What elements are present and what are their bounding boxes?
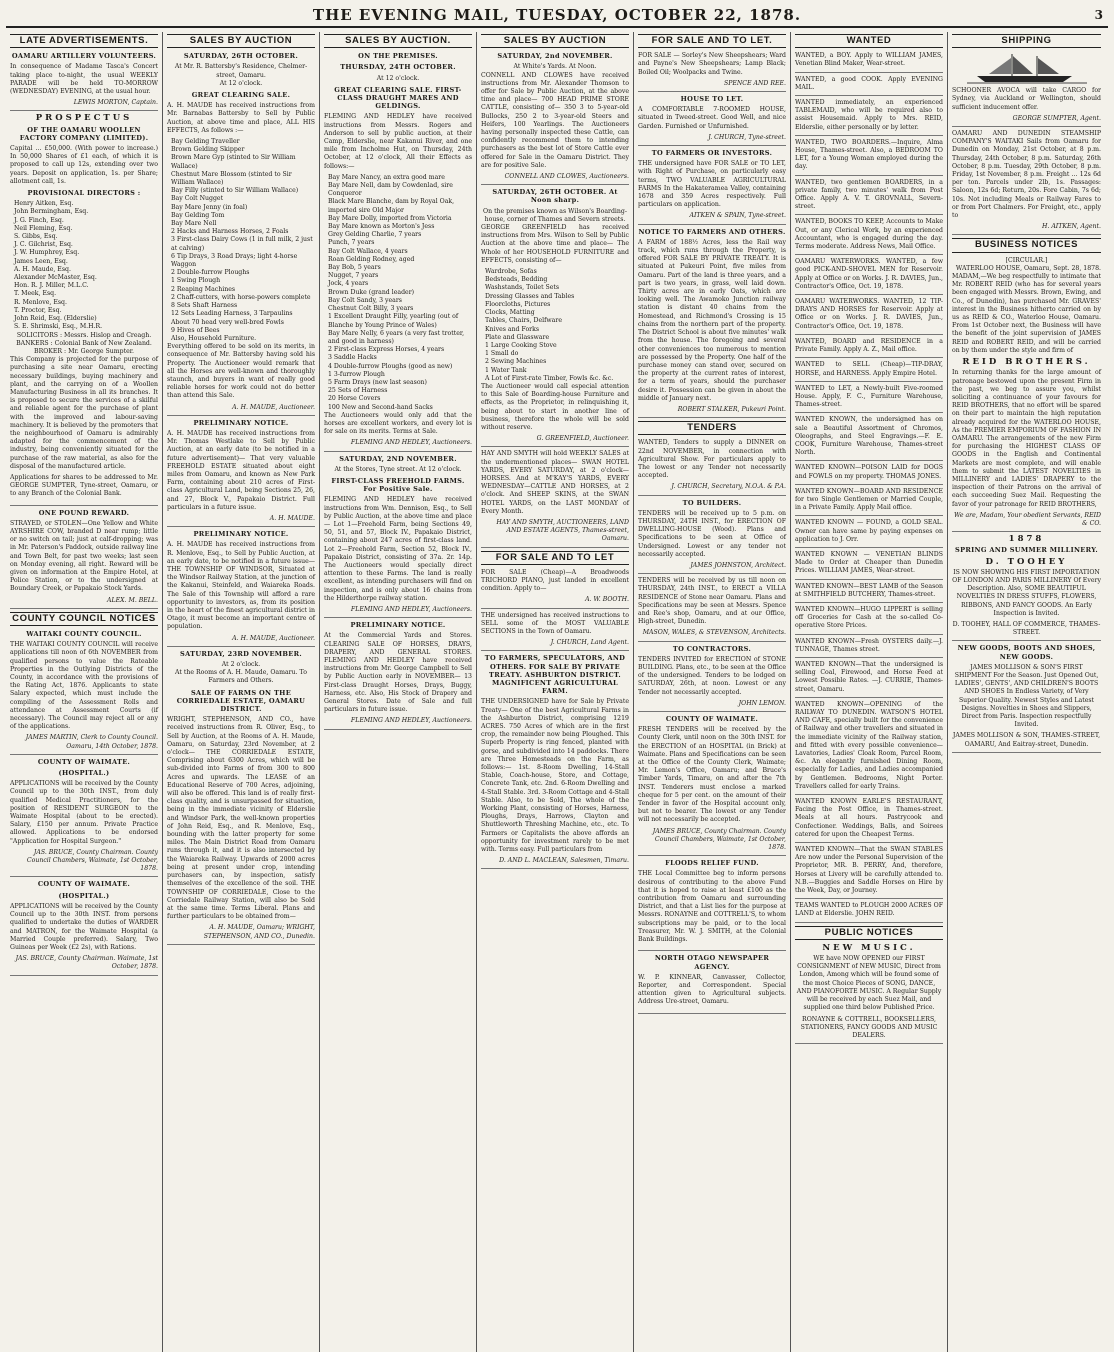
wanted-ad: OAMARU WATERWORKS. WANTED, a few good PICK-AND-SHOVEL MEN for Reservoir. Apply at Office or on Works. J. R. DAVIES, Jun., Contractor's Office, Oct. 19, 1878. xyxy=(795,258,943,295)
section-heading: FOR SALE AND TO LET. xyxy=(638,34,786,48)
ad-new-music xyxy=(795,944,943,1044)
ad-text: FLEMING AND HEDLEY have received instructions from Wm. Dennison, Esq., to Sell by Public Auction, at the above time and place— Lot 1—Freehold Farm, being Sections 49, 50, 51, and 57, Block IV., Papakaio District, containing about 247 acres of first-class land. Lot 2—Freehold Farm, Section 52, Block IV., Papakaio District, consisting of 37a. 2r. 14p. The Auctioneers would specially direct attention to these Farms. The land is really excellent, as intending purchasers will find on inspection, and is only about 16 chains from the Hilderthorpe railway station. xyxy=(324,496,472,602)
ad-signature: A. H. MAUDE. xyxy=(269,514,315,522)
ad-signature: MASON, WALES, & STEVENSON, Architects. xyxy=(642,629,786,637)
ad-body: This Company is projected for the purpose of purchasing a site near Oamaru, erecting necessary buildings, buying machinery and plant, and the carrying on of a Woollen Manufacturing Business in all its branches. It is proposed to secure the services of a skilful and reliable agent for the purchase of plant with the improved and labour-saving machinery. It is believed by the promoters that the neighbourhood of Oamaru is admirably adapted for the commencement of the industry, being conveniently situated for the purchase of the raw material, as also for the disposal of the manufactured article. xyxy=(10,356,158,470)
lot-item: Bay Gelding Traveller xyxy=(171,138,240,146)
masthead-title: THE EVENING MAIL, TUESDAY, OCTOBER 22, 1878. xyxy=(312,6,802,24)
lot-item: 25 Sets of Harness xyxy=(328,387,388,395)
wanted-ad: WANTED KNOWN — FOUND, a GOLD SEAL. Owner can have same by paying expenses on application to J. Orr. xyxy=(795,519,943,548)
lot-item: 1 3-furrow Plough xyxy=(328,370,385,378)
ad-text: FRESH TENDERS will be received by the County Clerk, until noon on the 30th INST. for the ERECTION of an HOSPITAL (in Brick) at Waimate. Plans and Specifications can be seen at the Office of the County Clerk, Waimate; Mr. Lemon's Office, Oamaru; and Bruce's Timber Yards, Timaru, on and after the 7th INST. Tenderers must enclose a marked cheque for 5 per cent. on the amount of their Tender in favor of the Hospital account only, but not to bearer. The lowest or any Tender will not necessarily be accepted. xyxy=(638,726,786,824)
ad-title: COUNTY OF WAIMATE. xyxy=(37,757,131,766)
lot-item: Plate and Glassware xyxy=(485,333,550,341)
ad-capital: Capital ... £50,000. (With power to increase.) In 50,000 Shares of £1 each, of which it is proposed to call up 12s, extending over two years. Deposit on application, 1s. per Share; allotment call, 1s. xyxy=(10,145,158,185)
wanted-ad: WANTED KNOWN EARLE'S RESTAURANT, Facing the Post Office, in Thames-street. Meals at all hours. Pastrycook and Confectioner. Weddings, Balls, and Soirees catered for upon the Cheapest Terms. xyxy=(795,798,943,843)
lot-item: Chestnut Colt Billy, 3 years xyxy=(328,305,414,313)
ad-text: TENDERS INVITED for ERECTION of STONE BUILDING. Plans, etc., to be seen at the Office of the undersigned. Tenders to be lodged on SATURDAY, 26th, at noon. Lowest or any Tender not necessarily accepted. xyxy=(638,655,786,696)
lot-item: Bay Filly (stinted to Sir William Wallace) xyxy=(171,187,299,195)
ad-text: W. P. KINNEAR, Canvasser, Collector, Reporter, and Correspondent. Special attention given to Agricultural subjects. Address Ure-street, Oamaru. xyxy=(638,973,786,1006)
ad-text: A FARM of 188½ Acres, less the Rail way track, which runs through the Property, is offered FOR SALE BY PRIVATE TREATY. It is situated at Pukeuri Point, five miles from Oamaru. Part of the land is three years, and a part is two years, in grass, well laid down. Thirty acres are in early Oats, which are looking well. The Awamoko Junction railway station is distant 40 chains from the Homestead, and Richmond's Crossing is 15 chains from the northern part of the property. The District School is about five minutes' walk from the house. The foregoing and several other conveniences too numerous to mention are possessed by the Property. One half of the purchase money can stand over, secured on the property at the current rates of interest, for a term of years, should the purchaser desire it. Possession can be given in about the middle of January next. xyxy=(638,238,786,402)
ad-waimate-surgeon xyxy=(10,758,158,878)
wanted-ad: WANTED KNOWN—Fresh OYSTERS daily.—J. TUNNAGE, Thames street. xyxy=(795,638,943,658)
ad-signature: A. H. MAUDE, Oamaru; WRIGHT, STEPHENSON, AND CO., Dunedin. xyxy=(203,924,315,940)
ad-dinner-tender xyxy=(638,439,786,495)
ad-time: At 12 o'clock. xyxy=(219,79,263,87)
column-sales-by-auction-2 xyxy=(320,32,477,1352)
wanted-ad: WANTED, TWO BOARDERS.—Inquire, Alma House, Thames-street. Also, a BEDROOM TO LET, for a Young Woman employed during the day. xyxy=(795,139,943,176)
section-heading: SALES BY AUCTION xyxy=(481,34,629,48)
lot-item: 2 Chaff-cutters, with horse-powers complete xyxy=(171,293,311,301)
lot-item: Clocks, Matting xyxy=(485,309,535,317)
wanted-ad: WANTED, BOOKS TO KEEP, Accounts to Make Out, or any Clerical Work, by an experienced Accountant, who is engaged during the day. Terms moderate. Address News, Mail Office. xyxy=(795,218,943,255)
lot-list xyxy=(167,138,315,343)
lot-item: Floorcloths, Pictures xyxy=(485,300,551,308)
ad-title: FIRST-CLASS FREEHOLD FARMS. For Positive Sale. xyxy=(331,476,465,494)
lot-item: 1 Swing Plough xyxy=(171,277,221,285)
solicitors: SOLICITORS : Messrs. Hislop and Creagh. xyxy=(16,331,152,339)
ad-title: SALE OF FARMS ON THE CORRIEDALE ESTATE, OAMARU DISTRICT. xyxy=(176,688,306,714)
ad-text: In consequence of Madame Tasca's Concert taking place to-night, the usual WEEKLY PARADE will be held TO-MORROW (WEDNESDAY) EVENING, at the usual hour. xyxy=(10,63,158,96)
ad-signature: H. AITKEN, Agent. xyxy=(1042,223,1101,231)
ad-farms-investors xyxy=(638,149,786,225)
ad-reward xyxy=(10,509,158,609)
ad-signature: J. CHURCH, Secretary, N.O.A. & P.A. xyxy=(671,483,786,491)
ad-signature: D. TOOHEY, HALL OF COMMERCE, THAMES-STREET. xyxy=(952,620,1101,637)
ad-battersby-sale xyxy=(167,52,315,416)
ad-text: OAMARU AND DUNEDIN STEAMSHIP COMPANY'S WAITAKI Sails from Oamaru for Dunedin on Monday, 21st October, at 8 p.m. Thursday, 24th October, 8 p.m. Saturday, 26th October, 8 p.m. Tuesday, 29th October, 8 p.m. Friday, 1st November, 8 p.m. Freight ... 12s 6d per ton. Parcels under 2lb, 1s. Passages: Saloon, 12s 6d; Return, 20s. Fore Cabin, 7s 6d; 10s. Not including Meals or Railway Fares to or from Port Chalmers. For Freight, etc., apply to xyxy=(952,130,1101,220)
ad-signature: JAMES JOHNSTON, Architect. xyxy=(690,561,786,569)
ad-text: STRAYED, or STOLEN—One Yellow and White AYRSHIRE COW, branded D near rump; little or no switch on tail; just at calf-dropping; was in Mr. Paterson's Paddock, outside railway line and Town Belt, for past two weeks; last seen on Monday evening, all right. Reward will be given on information at the Empire Hotel, at Police Station, or to the undersigned at Boundary Creek, or Papakaio Stock Yards. xyxy=(10,519,158,593)
ad-name: D. TOOHEY xyxy=(985,556,1068,567)
lot-item: 3 First-class Dairy Cows (1 in full milk, 2 just at calving) xyxy=(171,236,313,252)
ad-title: PRELIMINARY NOTICE. xyxy=(350,621,446,630)
section-heading: LATE ADVERTISEMENTS. xyxy=(10,34,158,48)
lot-item: 2 Reaping Machines xyxy=(171,285,236,293)
lot-item: Bay Colt Nugget xyxy=(171,195,224,203)
wanted-ad: WANTED KNOWN — VENETIAN BLINDS Made to Order at Cheaper than Dunedin Prices. WILLIAM JAMES, Wear-street. xyxy=(795,551,943,580)
ad-text: JAMES MOLLISON & SON'S FIRST SHIPMENT For the Season. Just Opened Out, LADIES', GENTS', AND CHILDREN'S BOOTS AND SHOES In Endless Variety, of Very Superior Quality. Newest Styles and Latest Designs. Novelties in Shoes and Slippers, Direct from Paris. Inspection respectfully Invited. xyxy=(954,663,1099,729)
lot-item: 2 First-class Express Horses, 4 years xyxy=(328,346,445,354)
ad-text: WE have NOW OPENED our FIRST CONSIGNMENT of NEW MUSIC, Direct from London, Among which will be found some of the most Choice Pieces of SONG, DANCE, AND PIANOFORTE MUSIC. A Regular Supply will be received by each Suez Mail, and supplied one third below Published Price. xyxy=(796,955,942,1012)
ad-house-to-let xyxy=(638,95,786,146)
lot-item: 8 Sets Shaft Harness xyxy=(171,302,238,310)
ad-text: WRIGHT, STEPHENSON, AND CO., have received instructions from R. Oliver, Esq., to Sell by Auction, at the Rooms of A. H. Maude, Oamaru, on Saturday, 23rd November, at 2 o'clock— THE CORRIEDALE ESTATE, Comprising about 6300 Acres, which will be sub-divided into Farms of from 300 to 800 Acres and upwards. The LEASE of an Educational Reserve of 700 Acres, adjoining, will also be offered. This land is of really first-class quality, and is unsurpassed for situation, being in the immediate vicinity of Elderslie and Windsor Park, the well-known properties of John Reid, Esq., and R. Menlove, Esq., bounding with the latter property for some miles. The Main District Road from Oamaru runs through it, and it is also intersected by the Waiareka Railway. Upwards of 2000 acres being at present under crop, intending purchasers can, by inspection, satisfy themselves of the excellence of the soil. THE TOWNSHIP OF CORRIEDALE, Close to the Corriedale Railway Station, will also be Sold at the same time. Terms Liberal. Plans and further particulars to be obtained from— xyxy=(167,716,315,921)
lot-item: 100 New and Second-hand Sacks xyxy=(328,403,433,411)
ad-signature: J. CHURCH, Tyne-street. xyxy=(708,133,786,141)
column-sales-by-auction-3 xyxy=(477,32,634,1352)
broker: BROKER : Mr. George Sumpter. xyxy=(34,347,134,355)
director: A. H. Maude, Esq. xyxy=(14,265,71,273)
ad-newspaper-agency xyxy=(638,954,786,1013)
bankers: BANKERS : Colonial Bank of New Zealand. xyxy=(16,339,152,347)
ad-toohey-millinery xyxy=(952,535,1101,641)
section-heading: FOR SALE AND TO LET xyxy=(481,551,629,565)
lot-item: Brown Gelding Skipper xyxy=(171,146,245,154)
ad-artillery xyxy=(10,52,158,111)
ad-schooner xyxy=(952,87,1101,127)
ad-text: A. H. MAUDE has received instructions from Mr. Thomas Westlake to Sell by Public Auction, at an early date (to be notified in a future advertisement)— That very valuable FREEHOLD ESTATE situated about eight miles from Oamaru, and known as New Park Farm, containing about 210 acres of First-class Agricultural Land, being Sections 25, 26, and 27, Block V., Papakaio District. Full particulars in a future issue. xyxy=(167,429,315,511)
ad-signature: AITKEN & SPAIN, Tyne-street. xyxy=(689,212,786,220)
lot-item: Bay Mare Nelly, 6 years (a very fast trotter, and good in harness) xyxy=(328,329,465,345)
ad-signature: GEORGE SUMPTER, Agent. xyxy=(1012,114,1101,122)
director: R. Menlove, Esq. xyxy=(14,298,67,306)
ad-text: MADAM,—We beg respectfully to intimate that Mr. ROBERT REID (who has for several years been engaged with Messrs. Brown, Ewing, and Co., of Dunedin), has purchased Mr. GRAVES' interest in the Business hitherto carried on by us as REID & CO., Waterloo House, Oamaru. From 1st October next, the Business will have the benefit of the joint supervision of JAMES REID and ROBERT REID, and will be carried on by them under the style and firm of xyxy=(952,273,1101,354)
wanted-ad: WANTED, BOARD and RESIDENCE in a Private Family. Apply A. Z., Mail office. xyxy=(795,338,943,358)
lot-list xyxy=(324,174,472,412)
circular-address: WATERLOO HOUSE, Oamaru, Sept. 28, 1878. xyxy=(955,264,1101,272)
lot-item: 20 Horse Covers xyxy=(328,395,381,403)
ad-text: THE Local Committee beg to inform persons desirous of contributing to the above Fund that it is hoped to raise at least £100 as the contribution from Oamaru and surrounding District, and that a List lies for the purpose at Messrs. RONAYNE and COTTRELL'S, to whom subscriptions may be paid, or to the local Treasurer, Mr. W. J. SMITH, at the Colonial Bank Buildings. xyxy=(638,870,786,944)
ad-signature: A. H. MAUDE, Auctioneer. xyxy=(232,634,315,642)
directors-list xyxy=(10,200,158,331)
ad-subtitle: (HOSPITAL.) xyxy=(58,769,110,778)
ad-title: NOTICE TO FARMERS AND OTHERS. xyxy=(638,227,786,236)
lot-item: Chestnut Mare Blossom (stinted to Sir William Wallace) xyxy=(171,170,292,187)
firm-name: REID BROTHERS. xyxy=(962,357,1091,368)
ad-note: The Auctioneer would call especial attention to this Sale of Boarding-house Furniture and effects, as the Proprietor, in relinquishing it, being about to start in another line of business, therefore the whole will be sold without reserve. xyxy=(481,382,629,431)
ad-windsor-notice xyxy=(167,530,315,647)
ad-reid-circular xyxy=(952,257,1101,533)
column-shipping-business xyxy=(948,32,1105,1352)
ship-illustration xyxy=(967,52,1087,84)
ad-text: WANTED, Tenders to supply a DINNER on 22nd NOVEMBER, in connection with Agricultural Show. For particulars apply to The lowest or any Tender not necessarily accepted. xyxy=(638,439,786,480)
ad-prospectus xyxy=(10,114,158,505)
ad-text: A COMFORTABLE 7-ROOMED HOUSE, situated in Tweed-street. Good Well, and nice Garden. Furnished or Unfurnished. xyxy=(638,106,786,130)
ad-title: COUNTY OF WAIMATE. xyxy=(37,880,131,889)
ad-apply: Applications for shares to be addressed to Mr. GEORGE SUMPTER, Tyne-street, Oamaru, or to any Branch of the Colonial Bank. xyxy=(10,473,158,498)
director: J. C. Gilchrist, Esq. xyxy=(14,241,73,249)
ad-title: TO CONTRACTORS. xyxy=(672,644,752,653)
ad-signature: A. W. BOOTH. xyxy=(585,596,629,604)
ad-corriedale-sale xyxy=(167,650,315,945)
ad-date: THURSDAY, 24TH OCTOBER. xyxy=(340,63,456,72)
ad-text: IS NOW SHOWING HIS FIRST IMPORTATION OF LONDON AND PARIS MILLINERY Of Every Description. Also, SOME BEAUTIFUL NOVELTIES IN DRESS STUFFS, FLOWERS, RIBBONS, AND FANCY GOODS. An Early Inspection is Invited. xyxy=(952,568,1101,617)
ad-title: PROSPECTUS xyxy=(35,113,133,124)
ad-wilson-furniture xyxy=(481,188,629,447)
ad-hay-smyth xyxy=(481,450,629,547)
director: Henry Aitken, Esq. xyxy=(14,200,74,208)
section-heading: WANTED xyxy=(795,34,943,48)
ad-signature: SPENCE AND REE. xyxy=(723,79,786,87)
lot-item: Bay Bob, 5 years xyxy=(328,264,381,272)
ad-date: SATURDAY, 23RD NOVEMBER. xyxy=(180,649,302,658)
lot-item: Bay Mare Nell, dam by Cowdenlad, sire Conqueror xyxy=(328,182,453,198)
column-late-advertisements xyxy=(6,32,163,1352)
ad-title: TO FARMERS, SPECULATORS, AND OTHERS. FOR SALE BY PRIVATE TREATY. ASHBURTON DISTRICT. MAGNIFICENT AGRICULTURAL FARM. xyxy=(484,654,626,696)
lot-item: A Lot of First-rate Timber, Fowls &c. &c. xyxy=(485,374,614,382)
director: Hon. R. J. Miller, M.L.C. xyxy=(14,282,89,290)
section-heading: SHIPPING xyxy=(952,34,1101,48)
director: S. Gibbs, Esq. xyxy=(14,233,58,241)
ad-sheepshears xyxy=(638,52,786,92)
wanted-ad: WANTED to LET, a Newly-built Five-roomed House. Apply, F. C., Furniture Warehouse, Thames-street. xyxy=(795,385,943,414)
ad-signature: A. H. MAUDE, Auctioneer. xyxy=(232,403,315,411)
ad-signature: JAS. BRUCE, County Chairman. County Council Chambers, Waimate, 1st October, 1878. xyxy=(26,848,158,873)
wanted-ad: WANTED KNOWN—POISON LAID for DOGS and FOWLS on my property. THOMAS JONES. xyxy=(795,464,943,484)
lot-item: Punch, 7 years xyxy=(328,239,375,247)
wanted-ad: TEAMS WANTED to PLOUGH 2000 ACRES OF LAND at Elderslie. JOHN REID. xyxy=(795,902,943,922)
schooner-icon xyxy=(967,52,1087,84)
ad-signature: FLEMING AND HEDLEY, Auctioneers. xyxy=(350,439,472,447)
ad-place: At White's Yards. At Noon. xyxy=(513,63,597,71)
wanted-ad: WANTED KNOWN—That the undersigned is selling Coal, Firewood, and Horse Feed at Lowest Possible Rates. —J. CURRIE, Thames-street, Oamaru. xyxy=(795,661,943,698)
lot-item: 3 Saddle Hacks xyxy=(328,354,377,362)
director: Alexander McMaster, Esq. xyxy=(14,274,97,282)
ad-title: TO FARMERS OR INVESTORS. xyxy=(651,149,773,158)
ad-date: SATURDAY, 26TH OCTOBER. xyxy=(183,52,299,61)
ad-signature: JAMES MARTIN, Clerk to County Council. Oamaru, 14th October, 1878. xyxy=(25,734,158,750)
ad-text-2: In returning thanks for the large amount of patronage bestowed upon the present Firm in the past, we beg to assure you, whilst soliciting a continuance of your favours for REID BROTHERS, that no effort will be spared on their part to maintain the high reputation already acquired for the WATERLOO HOUSE, As the PREMIER EMPORIUM OF FASHION IN OAMARU. The arrangements of the new Firm for purchasing the HIGHEST CLASS OF GOODS in the English and Continental Markets are most complete, and will enable them to submit the LATEST NOVELTIES in MILLINERY and LADIES' DRAPERY to the inspection of their Patrons on the arrival of each succeeding Suez Mail. Requesting the favor of your patronage for REID BROTHERS, xyxy=(952,369,1101,508)
ad-text: APPLICATIONS will be received by the County Council up to the 30th INST. from persons qualified to undertake the duties of WARDER and MATRON, for the Waimate Hospital (a Married Couple preferred). Salary, Two Guineas per Week (£2 2s), with Rations. xyxy=(10,902,158,951)
ad-rogers-sale xyxy=(324,52,472,451)
ad-signature: FLEMING AND HEDLEY, Auctioneers. xyxy=(350,606,472,613)
ad-cattle-sale xyxy=(481,52,629,185)
wanted-ad: WANTED to SELL (Cheap)—TIP-DRAY, HORSE, and HARNESS. Apply Empire Hotel. xyxy=(795,361,943,381)
director: James Leen, Esq. xyxy=(14,257,68,265)
ad-floods-relief xyxy=(638,859,786,951)
ad-signature: G. GREENFIELD, Auctioneer. xyxy=(536,435,629,443)
lot-item: 2 Double-furrow Ploughs xyxy=(171,269,250,277)
ad-title: COUNTY OF WAIMATE. xyxy=(665,715,759,724)
lot-item: Brown Mare Gyp (stinted to Sir William Wallace) xyxy=(171,154,296,170)
director: Neil Fleming, Esq. xyxy=(14,224,73,232)
section-heading: BUSINESS NOTICES xyxy=(952,238,1101,252)
ad-text: THE WAITAKI COUNTY COUNCIL will receive applications till noon of 6th NOVEMBER from qualified persons to value the Rateable Properties in the Outlying Districts of the County, in accordance with the provisions of the Rating Act, 1876. Applicants to state Salary expected, which must include the compiling of the Assessment Rolls and attendance at Assessment Courts (if necessary). The Council may reject all or any of the applications. xyxy=(10,641,158,731)
wanted-ad: WANTED, a good COOK. Apply EVENING MAIL. xyxy=(795,76,943,96)
ad-waitaki-steamer xyxy=(952,130,1101,235)
ad-text: APPLICATIONS will be received by the County Council up to the 30th INST., from duly qualified Medical Practitioners, for the position of RESIDENT SURGEON to the Waimate Hospital (about to be erected). Salary, £150 per annum. Private Practice allowed. Applications to be endorsed "Application for Hospital Surgeon." xyxy=(10,780,158,845)
ad-signature: J. CHURCH, Land Agent. xyxy=(550,639,629,647)
ad-westlake-notice xyxy=(167,419,315,527)
wanted-ad: WANTED KNOWN—HUGO LIPPERT is selling off Groceries for Cash at the so-called Co-operative Store Prices. xyxy=(795,606,943,635)
lot-item: Tables, Chairs, Delfware xyxy=(485,317,562,325)
ad-title: PRELIMINARY NOTICE. xyxy=(193,418,289,427)
ad-year: 1878 xyxy=(1008,534,1045,545)
ad-signature: FLEMING AND HEDLEY, Auctioneers. xyxy=(350,717,472,725)
ad-note: Everything offered to be sold on its merits, in consequence of Mr. Battersby having sold his Property. The Auctioneer would remark that all the Horses are well-known and thoroughly staunch, and buyers in want of really good reliable horses for work could not do better than attend this Sale. xyxy=(167,343,315,400)
lot-item: Bay Mare Jenny (in foal) xyxy=(171,203,248,211)
ad-title: OAMARU ARTILLERY VOLUNTEERS. xyxy=(11,52,157,61)
lot-item: About 70 head very well-bred Fowls xyxy=(171,318,284,326)
lot-item: Bay Mare Nancy, an extra good mare xyxy=(328,173,445,181)
ad-signature: LEWIS MORTON, Captain. xyxy=(73,99,158,107)
ad-place: On the premises known as Wilson's Boarding-house, corner of Thames and Severn streets. xyxy=(483,207,627,223)
director: J. W. Humphrey, Esq. xyxy=(14,249,80,257)
ad-contractors xyxy=(638,645,786,712)
ad-text: HAY AND SMYTH will hold WEEKLY SALES at the undermentioned places— SWAN HOTEL YARDS, EVERY SATURDAY, at 2 o'clock—HORSES. And at M'KAY'S YARDS, EVERY WEDNESDAY—CATTLE AND HORSES, at 2 o'clock. And SHEEP SKINS, at the SWAN HOTEL YARDS, on the LAST MONDAY of Every Month. xyxy=(481,450,629,515)
wanted-ad: WANTED KNOWN—BOARD AND RESIDENCE for two Single Gentlemen or Married Couple, in a Private Family. Apply Mail office. xyxy=(795,488,943,517)
ad-title: PRELIMINARY NOTICE. xyxy=(193,530,289,539)
lot-item: Washstands, Toilet Sets xyxy=(485,284,560,292)
lot-item: Bay Gelding Tom xyxy=(171,211,225,219)
ad-signature: HAY AND SMYTH, AUCTIONEERS, LAND AND ESTATE AGENTS, Thames-street, Oamaru. xyxy=(496,518,629,543)
wanted-ad: WANTED KNOWN—That the SWAN STABLES Are now under the Personal Supervision of the Proprietor, MR. B. PERRY, And, therefore, Horses at Livery will be carefully attended to. N.B.—Buggies and Saddle Horses on Hire by the Week, Day, or Journey. xyxy=(795,846,943,899)
ad-pukeuri-farm xyxy=(638,228,786,418)
wanted-ad: WANTED KNOWN—OPENING of the RAILWAY TO DUNEDIN. WATSON'S HOTEL AND CAFE, specially built for the convenience of Railway and other travellers and situated in the immediate vicinity of the Railway station, and fitted with every possible convenience—Lavatories, Ladies' Cloak Room, Parcel Room, &c. An elegantly furnished Dining Room, especially for Ladies, and Ladies accompanied by Gentlemen. Bedrooms, Night Porter. Travellers called for early Trains. xyxy=(795,701,943,795)
director: John Reid, Esq. (Elderslie) xyxy=(14,315,97,323)
lot-item: 1 Excellent Draught Filly, yearling (out of Blanche by Young Prince of Wales) xyxy=(328,313,459,329)
ad-text: TENDERS will be received by us till noon on THURSDAY, 24th INST., to ERECT a VILLA RESIDENCE of Stone near Oamaru. Plans and Specifications may be seen at Messrs. Spence and Ree's shop, Oamaru, and at our Office, High-street, Dunedin. xyxy=(638,577,786,626)
wanted-ad: WANTED KNOWN, the undersigned has on sale a Beautiful Assortment of Chromos, Oleographs, and Steel Engravings.—F. E. COOK, Furniture Warehouse, Thames-street North. xyxy=(795,416,943,461)
lot-item: Bay Colt Wallace, 4 years xyxy=(328,247,408,255)
ad-title: FLOODS RELIEF FUND. xyxy=(665,859,759,868)
ad-waimate-hospital xyxy=(638,715,786,856)
ad-signature: JAMES MOLLISON & SON, THAMES-STREET, OAMARU, And Eaitray-street, Dunedin. xyxy=(952,732,1101,748)
page-number: 3 xyxy=(1094,8,1104,22)
ad-signature: JAS. BRUCE, County Chairman. Waimate, 1st October, 1878. xyxy=(15,955,158,971)
ad-title: WAITAKI COUNTY COUNCIL. xyxy=(26,630,142,638)
lot-item: 2 Sewing Machines xyxy=(485,358,547,366)
ad-signature: We are, Madam, Your obedient Servants, REID & CO. xyxy=(954,511,1101,527)
ad-title: GREAT CLEARING SALE. xyxy=(191,91,291,100)
ad-title: ONE POUND REWARD. xyxy=(38,508,130,517)
ad-ashburton-farm xyxy=(481,654,629,869)
columns xyxy=(6,32,1108,1352)
ad-text: THE undersigned has received instructions to SELL some of the MOST VALUABLE SECTIONS in the Town of Oamaru. xyxy=(481,611,629,635)
ad-campbell-notice xyxy=(324,621,472,729)
ad-waitaki-council xyxy=(10,630,158,755)
section-heading: PUBLIC NOTICES xyxy=(795,926,943,940)
ad-title: HOUSE TO LET. xyxy=(680,95,744,104)
column-wanted xyxy=(791,32,948,1352)
lot-item: Knives and Forks xyxy=(485,325,540,333)
lot-item: Bay Mare Dolly, imported from Victoria xyxy=(328,214,452,222)
ad-time: At 2 o'clock. xyxy=(221,661,261,669)
ad-builders xyxy=(638,499,786,575)
ad-waimate-warder xyxy=(10,880,158,975)
column-sales-by-auction-1 xyxy=(163,32,320,1352)
section-heading: COUNTY COUNCIL NOTICES xyxy=(10,612,158,626)
ad-piano xyxy=(481,569,629,609)
ad-text: A. H. MAUDE has received instructions from Mr. Barnabas Battersby to Sell by Public Auction, at above time and place, ALL HIS EFFECTS, As follows :— xyxy=(167,102,315,134)
ad-subtitle: (HOSPITAL.) xyxy=(58,891,110,900)
lot-item: Black Mare Blanche, dam by Royal Oak, imported sire Old Major xyxy=(328,198,455,214)
ad-villa-tender xyxy=(638,577,786,641)
ad-sections xyxy=(481,612,629,652)
ad-title: SPRING AND SUMMER MILLINERY. xyxy=(955,546,1098,555)
director: T. Proctor, Esq. xyxy=(14,306,62,314)
section-heading: TENDERS xyxy=(638,421,786,435)
ad-signature: JOHN LEMON. xyxy=(738,699,786,707)
circular-label: [CIRCULAR.] xyxy=(1005,256,1048,264)
ad-title: NEW MUSIC. xyxy=(822,942,916,953)
lot-item: 9 Hives of Bees xyxy=(171,326,220,334)
ad-signature: ROBERT STALKER, Pukeuri Point. xyxy=(677,405,786,413)
lot-item: Dressing Glasses and Tables xyxy=(485,292,575,300)
lot-item: Wardrobe, Sofas xyxy=(485,268,537,276)
ad-text: A. H. MAUDE has received instructions from R. Menlove, Esq., to Sell by Public Auction, at an early date, to be notified in a future issue— THE TOWNSHIP OF WINDSOR, Situated at the Windsor Railway Station, at the junction of the Kakanui, Steinfeld, and Waiareka Roads. The Sale of this Township will afford a rare opportunity to investors, as, from its position in the heart of the finest agricultural district in Otago, it must become an important centre of population. xyxy=(167,541,315,631)
ad-place: At Mr. R. Battersby's Residence, Chelmer-street, Oamaru. xyxy=(174,63,308,79)
lot-item: Grey Gelding Charlie, 7 years xyxy=(328,231,422,239)
director: S. E. Shrimski, Esq., M.H.R. xyxy=(14,323,103,331)
lot-item: Bay Colt Sandy, 3 years xyxy=(328,296,402,304)
wanted-ad: WANTED immediately, an experienced TABLEMAID, who will be required also to assist Housemaid. Apply to Mrs. REID, Elderslie, either personally or by letter. xyxy=(795,99,943,136)
ad-signature: D. AND L. MACLEAN, Salesmen, Timaru. xyxy=(499,857,629,865)
ad-text: At the Commercial Yards and Stores. CLEARING SALE OF HORSES, DRAYS, DRAPERY, AND GENERAL STORES. FLEMING AND HEDLEY have received instructions from Mr. George Campbell to Sell by Public Auction early in NOVEMBER— 13 First-class Draught Horses, Drays, Buggy, Harness, etc. Also, His Stock of Drapery and General Stores. Date of Sale and full particulars in future issue. xyxy=(324,632,472,714)
ad-place: At the Rooms of A. H. Maude, Oamaru. To Farmers and Others. xyxy=(175,669,307,685)
wanted-ad: OAMARU WATERWORKS. WANTED, 12 TIP-DRAYS AND HORSES for Reservoir. Apply at Office or on Works. J. R. DAVIES, Jun., Contractor's Office, Oct. 19, 1878. xyxy=(795,298,943,335)
lot-item: 1 Large Cooking Stove xyxy=(485,341,557,349)
column-for-sale-to-let xyxy=(634,32,791,1352)
lot-list xyxy=(481,268,629,383)
director: John Bermingham, Esq. xyxy=(14,208,89,216)
masthead xyxy=(6,4,1108,28)
section-heading: SALES BY AUCTION xyxy=(167,34,315,48)
ad-signature: JAMES BRUCE, County Chairman. County Council Chambers, Waimate, 1st October, 1878. xyxy=(652,827,786,852)
ad-title: NORTH OTAGO NEWSPAPER AGENCY. xyxy=(654,954,770,971)
ad-title: NEW GOODS, BOOTS AND SHOES, NEW GOODS. xyxy=(957,644,1096,661)
ad-date: SATURDAY, 26TH OCTOBER. At Noon sharp. xyxy=(492,188,618,205)
lot-item: 12 Sets Leading Harness, 3 Tarpaulins xyxy=(171,310,293,318)
ad-place: At the Stores, Tyne street. At 12 o'clock. xyxy=(334,465,462,473)
ad-text: THE undersigned have FOR SALE or TO LET, with Right of Purchase, on particularly easy terms, TWO VALUABLE AGRICULTURAL FARMS In the Hakateramea Valley, containing 1678 and 359 Acres respectively. Full particulars on application. xyxy=(638,160,786,209)
ad-place: ON THE PREMISES. xyxy=(358,52,438,61)
wanted-ad: WANTED, a BOY. Apply to WILLIAM JAMES, Venetian Blind Maker, Wear-street. xyxy=(795,52,943,72)
ad-date: SATURDAY, 2ND NOVEMBER. xyxy=(339,454,457,463)
ad-subtitle: OF THE OAMARU WOOLLEN FACTORY COMPANY (LIMITED). xyxy=(19,125,149,142)
ad-title: GREAT CLEARING SALE. FIRST-CLASS DRAUGHT MARES AND GELDINGS. xyxy=(334,85,462,111)
lot-item: 2 Hacks and Harness Horses, 2 Foals xyxy=(171,228,289,236)
ad-text: GEORGE GREENFIELD has received instructions from Mrs. Wilson to Sell by Public Auction at the above time and place— The Whole of her HOUSEHOLD FURNITURE and EFFECTS, consisting of— xyxy=(481,224,629,264)
director: T. Meek, Esq. xyxy=(14,290,57,298)
ad-text: FLEMING AND HEDLEY have received instructions from Messrs. Rogers and Anderson to sell by public auction, at their Camp, Elderslie, near Kakanui River, and one mile from Incholme Hut, on Thursday, 24th October, at 12 o'clock, All their Effects as follows:— xyxy=(324,113,472,170)
ad-date: SATURDAY, 2nd NOVEMBER. xyxy=(497,52,613,61)
ad-signature: CONNELL AND CLOWES, Auctioneers. xyxy=(504,173,629,181)
ad-text: SCHOONER AVOCA will take CARGO for Sydney, via Auckland or Wellington, should sufficient inducement offer. xyxy=(952,87,1101,111)
ad-dennison-farms xyxy=(324,455,472,619)
ad-text: CONNELL AND CLOWES have received instructions from Mr. Alexander Thomson to offer for Sale by Public Auction, at the above time and place— 700 HEAD PRIME STORE CATTLE, consisting of— 350 3 to 5-year-old Bullocks, 250 2 to 3-year-old Steers and Heifers, 100 Yearlings. The Auctioneers having personally inspected these Cattle, can confidently recommend them to intending purchasers as the best lot of Store Cattle ever offered for Sale in the Oamaru District. They are for positive Sale. xyxy=(481,71,629,169)
lot-item: 5 Farm Drays (new last season) xyxy=(328,378,427,386)
ad-note: The Auctioneers would only add that the horses are excellent workers, and every lot is for sale on its merits. Terms at Sale. xyxy=(324,411,472,436)
lot-item: Brown Duke (grand leader) xyxy=(328,288,415,296)
ad-signature: ALEX. M. BELL. xyxy=(107,596,158,604)
ad-title: TO BUILDERS. xyxy=(682,498,742,507)
lot-item: Bay Mare known as Morton's Jess xyxy=(328,223,435,231)
ad-time: At 12 o'clock. xyxy=(376,74,420,82)
lot-item: 1 Water Tank xyxy=(485,366,527,374)
wanted-ad: WANTED, two gentlemen BOARDERS, in a private family, two minutes' walk from Post Office. Apply A. V. T. GROVNALL, Severn-street. xyxy=(795,179,943,216)
section-heading: SALES BY AUCTION. xyxy=(324,34,472,48)
lot-item: Also, Household Furniture. xyxy=(171,334,257,342)
wanted-ad: WANTED KNOWN—BEST LAMB of the Season at SMITHFIELD BUTCHERY, Thames-street. xyxy=(795,583,943,603)
lot-item: Roan Gelding Rodney, aged xyxy=(328,255,415,263)
ad-text: FOR SALE (Cheap)—A Broadwoods TRICHORD PIANO, just landed in excellent condition. Apply to— xyxy=(481,568,629,593)
director: J. G. Finch, Esq. xyxy=(14,216,64,224)
directors-label: PROVISIONAL DIRECTORS : xyxy=(27,189,141,198)
ad-text: FOR SALE — Sorley's New Sheepshears; Ward and Payne's New Sheepshears; Lamp Black; Boiled Oil; Woolpacks and Twine. xyxy=(638,52,786,76)
ad-text: TENDERS will be received up to 5 p.m. on THURSDAY, 24TH INST., for ERECTION OF DWELLING-HOUSE (Wood). Plans and Specifications to be seen at Office of Undersigned. Lowest or any tender not necessarily accepted. xyxy=(638,509,786,558)
lot-item: Jock, 4 years xyxy=(328,280,369,288)
lot-item: Bay Mare Nell xyxy=(171,220,217,228)
lot-item: 4 Double-furrow Ploughs (good as new) xyxy=(328,362,453,370)
ad-mollison-boots xyxy=(952,644,1101,752)
lot-item: Bedsteads, Bedding xyxy=(485,276,548,284)
lot-item: Nugget, 7 years xyxy=(328,272,379,280)
ad-text: THE UNDERSIGNED have for Sale by Private Treaty— One of the best Agricultural Farms in the Ashburton District, comprising 1219 ACRES. 750 Acres of which are in the first crop, the remainder now being Ploughed. This Superb Property is ring fenced, planted with gorse, and subdivided into 14 paddocks. There are Three Homesteads on the Farm, as follows:— 1st. 8-Room Dwelling, 14-Stall Stable, Coach-house, Store, and Cottage, Concrete Tank, etc. 2nd. 6-Room Dwelling and 4-Stall Stable. 3rd. 3-Room Cottage and 4-Stall Stable. Also, to be Sold, The whole of the Working Plant, consisting of Horses, Harness, Ploughs, Drays, Harrows, Clayton and Shuttleworth Threshing Machine, etc., etc. To Farmers or Capitalists the above affords an opportunity for investment rarely to be met with. Terms easy. Full particulars from xyxy=(481,698,629,854)
lot-item: 6 Tip Drays, 3 Road Drays; light 4-horse Waggon xyxy=(171,252,298,269)
lot-item: 1 Small do xyxy=(485,350,519,358)
ad-signature: RONAYNE & COTTRELL, BOOKSELLERS, STATIONERS, FANCY GOODS AND MUSIC DEALERS. xyxy=(800,1015,938,1039)
